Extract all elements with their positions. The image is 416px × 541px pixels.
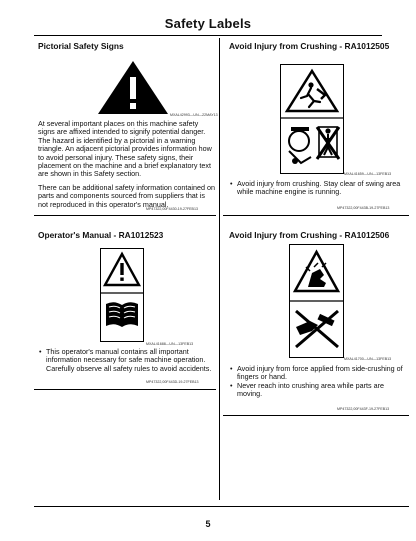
document-reference: MP47322,00F443B-19-27FEB13 bbox=[337, 206, 390, 210]
document-reference: MP47322,00F4430-19-27FEB13 bbox=[146, 207, 198, 211]
crushing-hand-icon bbox=[296, 311, 338, 347]
book-icon bbox=[106, 302, 138, 327]
document-reference: MP47322,00F443D-19-27FEB13 bbox=[146, 380, 199, 384]
section-rule bbox=[34, 389, 216, 390]
footer-rule bbox=[34, 506, 409, 507]
section-title: Avoid Injury from Crushing - RA1012505 bbox=[229, 41, 390, 51]
document-reference: MP47322,00F443F-19-27FEB13 bbox=[337, 407, 390, 411]
section-rule bbox=[223, 215, 409, 216]
bullet-item: • This operator's manual contains all important information necessary for safe machine operation. Carefully observe all safety rules to avoid accidents. bbox=[38, 348, 218, 373]
bullet-item: • Avoid injury from crushing. Stay clear of swing area while machine engine is running. bbox=[229, 180, 409, 197]
section-title: Avoid Injury from Crushing - RA1012506 bbox=[229, 230, 390, 240]
section-rule bbox=[34, 215, 216, 216]
swing-area-icon bbox=[289, 127, 339, 164]
safety-label-image bbox=[100, 248, 144, 342]
image-reference: MXAL42993—UN—22MAY13 bbox=[170, 113, 218, 117]
page-title: Safety Labels bbox=[164, 16, 252, 31]
warning-triangle-icon bbox=[96, 60, 170, 116]
section-title: Pictorial Safety Signs bbox=[38, 41, 124, 51]
section-title: Operator's Manual - RA1012523 bbox=[38, 230, 164, 240]
warning-triangle-icon bbox=[287, 71, 337, 111]
bullet-item: • Never reach into crushing area while parts are moving. bbox=[229, 382, 409, 399]
warning-triangle-icon bbox=[105, 254, 139, 285]
title-rule bbox=[34, 35, 382, 36]
bullet-item: • Avoid injury from force applied from side-crushing of fingers or hand. bbox=[229, 365, 409, 382]
page-number: 5 bbox=[205, 519, 211, 529]
paragraph: At several important places on this machine safety signs are affixed intended to signify potential danger. The hazard is identified by a pictorial in a warning triangle. An adjacent pictorial provides information how to avoid personal injury. These safety signs, their placement on the machine and a brief explanatory text are shown in this Safety section. bbox=[38, 119, 212, 179]
column-divider bbox=[219, 38, 220, 500]
image-reference: MXAL41700—UN—13FEB13 bbox=[344, 357, 392, 361]
paragraph: There can be additional safety information contained on parts and components sourced from suppliers that is not reproduced in this operator's manual. bbox=[38, 182, 216, 209]
safety-label-image bbox=[280, 64, 344, 174]
warning-triangle-icon bbox=[295, 252, 338, 291]
image-reference: MXAL41688—UN—13FEB13 bbox=[146, 342, 194, 346]
image-reference: MXAL41659—UN—13FEB13 bbox=[344, 172, 392, 176]
section-rule bbox=[223, 415, 409, 416]
safety-label-image bbox=[289, 244, 344, 358]
